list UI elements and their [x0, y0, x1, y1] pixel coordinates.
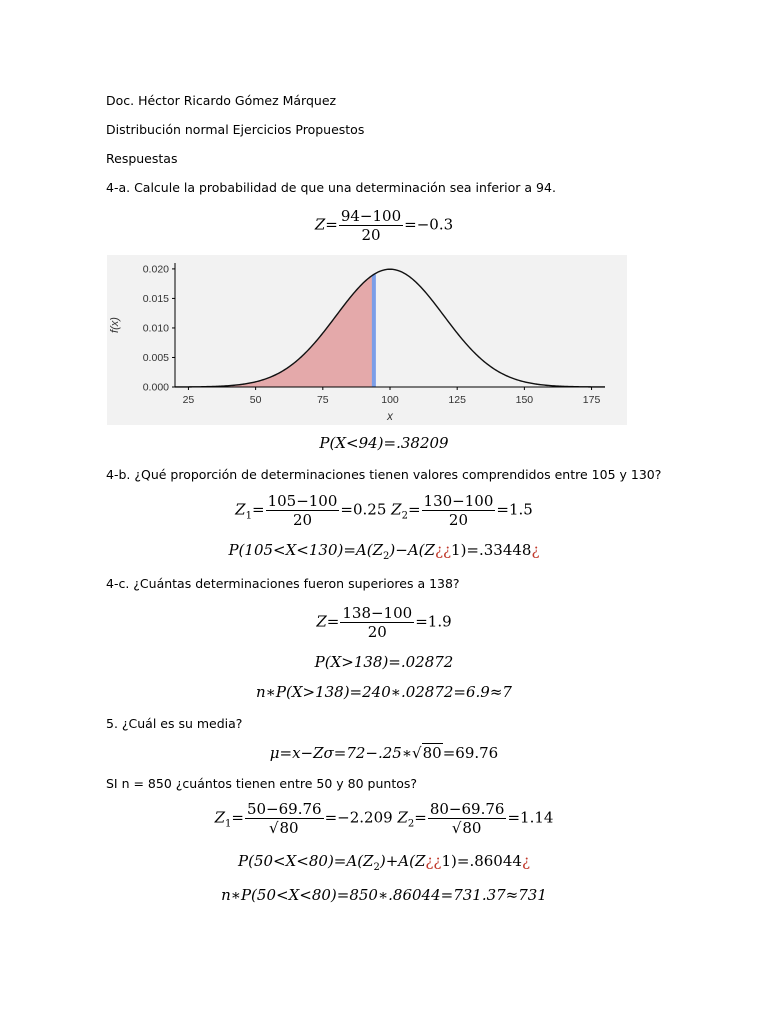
numerator: 130−100	[423, 492, 494, 510]
x-tick-label: 25	[182, 394, 195, 406]
prob-mid: )−A(Z	[389, 541, 435, 559]
fraction	[422, 492, 496, 529]
mu-left: μ=x−Zσ=72−.25∗	[269, 744, 413, 762]
section-heading: Respuestas	[106, 151, 178, 166]
prob-left: P(50<X<80)=A(Z	[238, 852, 374, 870]
x-tick-label: 175	[582, 394, 601, 406]
count-5	[0, 886, 768, 904]
question-5b: SI n = 850 ¿cuántos tienen entre 50 y 80 puntos?	[106, 776, 418, 791]
y-tick-label: 0.015	[142, 292, 169, 305]
y-tick-label: 0.005	[142, 351, 169, 364]
z-lhs: Z=	[314, 215, 338, 234]
prob-glyph: ¿¿	[425, 852, 442, 870]
z1-rhs: =0.25	[340, 500, 387, 519]
mu-sqrt: 80	[422, 744, 442, 762]
mu-right: =69.76	[442, 744, 499, 762]
prob-subscript: 2	[373, 862, 380, 873]
equation-z-4a	[0, 207, 768, 244]
prob-mid: )+A(Z	[379, 852, 426, 870]
author-line: Doc. Héctor Ricardo Gómez Márquez	[106, 93, 337, 108]
denominator: √80	[268, 819, 299, 837]
prob-glyph: ¿¿	[434, 541, 452, 559]
y-axis-label: f(x)	[109, 317, 121, 333]
numerator: 105−100	[267, 492, 338, 510]
equation-mu: μ=x−Zσ=72−.25∗√80=69.76	[269, 744, 499, 762]
prob-right: 1)=.86044	[441, 852, 522, 870]
prob-text: P(X>138)=.02872	[314, 653, 454, 671]
prob-tail: ¿	[531, 541, 540, 559]
z1-subscript: 1	[225, 818, 232, 830]
z1-rhs: =−2.209	[324, 808, 393, 827]
prob-tail: ¿	[521, 852, 530, 870]
x-tick-label: 75	[316, 394, 329, 406]
z2-rhs: =1.14	[507, 808, 554, 827]
numerator: 94−100	[340, 207, 402, 225]
x-axis-label: x	[387, 411, 393, 423]
denominator: 20	[367, 623, 387, 641]
y-tick-label: 0.010	[142, 322, 169, 335]
denominator: 20	[448, 511, 469, 529]
numerator: 80−69.76	[429, 800, 505, 818]
subject-line: Distribución normal Ejercicios Propuestos	[106, 122, 365, 137]
numerator: 138−100	[342, 604, 413, 622]
normal-distribution-chart	[107, 255, 627, 425]
z2-symbol: Z	[397, 808, 408, 827]
count-text: n∗P(X>138)=240∗.02872=6.9≈7	[256, 683, 512, 701]
equation-z-4c	[0, 604, 768, 641]
question-4b: 4-b. ¿Qué proporción de determinaciones tienen valores comprendidos entre 105 y 130?	[106, 467, 662, 482]
z2-subscript: 2	[407, 818, 415, 830]
question-4a: 4-a. Calcule la probabilidad de que una determinación sea inferior a 94.	[106, 180, 556, 195]
z1-symbol: Z	[214, 808, 226, 827]
numerator: 50−69.76	[246, 800, 322, 818]
denominator: 20	[292, 511, 313, 529]
fraction	[339, 207, 403, 244]
prob-text: P(X<94)=.38209	[319, 434, 449, 452]
z2-symbol: Z	[391, 500, 402, 519]
probability-5	[0, 852, 768, 873]
probability-4a	[0, 434, 768, 452]
prob-subscript: 2	[383, 551, 390, 562]
prob-left: P(105<X<130)=A(Z	[228, 541, 384, 559]
question-4c: 4-c. ¿Cuántas determinaciones fueron superiores a 138?	[106, 576, 460, 591]
prob-right: 1)=.33448	[451, 541, 532, 559]
fraction	[428, 800, 507, 837]
x-tick-label: 50	[249, 394, 262, 406]
count-text: n∗P(50<X<80)=850∗.86044=731.37≈731	[221, 886, 547, 904]
z-lhs: Z=	[316, 612, 340, 631]
z-rhs: =−0.3	[404, 215, 454, 234]
denominator: 20	[361, 226, 381, 244]
x-tick-label: 150	[515, 394, 534, 406]
fraction	[340, 604, 414, 641]
equation-z-5: $Z_1=$ $\frac{50-69.76}{√80}$ =−2.209 $Z_2=$ $\frac{80-69.76}{√80}$ =1.14	[214, 800, 554, 837]
probability-4b	[0, 541, 768, 562]
y-tick-label: 0.000	[142, 381, 169, 394]
x-tick-label: 100	[381, 394, 399, 406]
count-4c	[0, 683, 768, 701]
z2-rhs: =1.5	[496, 500, 533, 519]
denominator-sqrt: 80	[462, 819, 482, 837]
x-tick-label: 125	[448, 394, 466, 406]
probability-4c	[0, 653, 768, 671]
equation-z-4b: $Z_1=$ $\frac{105-100}{20}$ =0.25 $Z_2=$ $\frac{130-100}{20}$ =1.5	[235, 492, 533, 529]
z2-subscript: 2	[401, 510, 408, 522]
denominator: √80	[451, 819, 482, 837]
z1-symbol: Z	[235, 500, 246, 519]
z-rhs: =1.9	[415, 612, 452, 631]
fraction	[266, 492, 340, 529]
fraction	[245, 800, 324, 837]
denominator-sqrt: 80	[279, 819, 299, 837]
z1-subscript: 1	[245, 510, 252, 522]
question-5: 5. ¿Cuál es su media?	[106, 716, 243, 731]
y-tick-label: 0.020	[142, 263, 169, 276]
